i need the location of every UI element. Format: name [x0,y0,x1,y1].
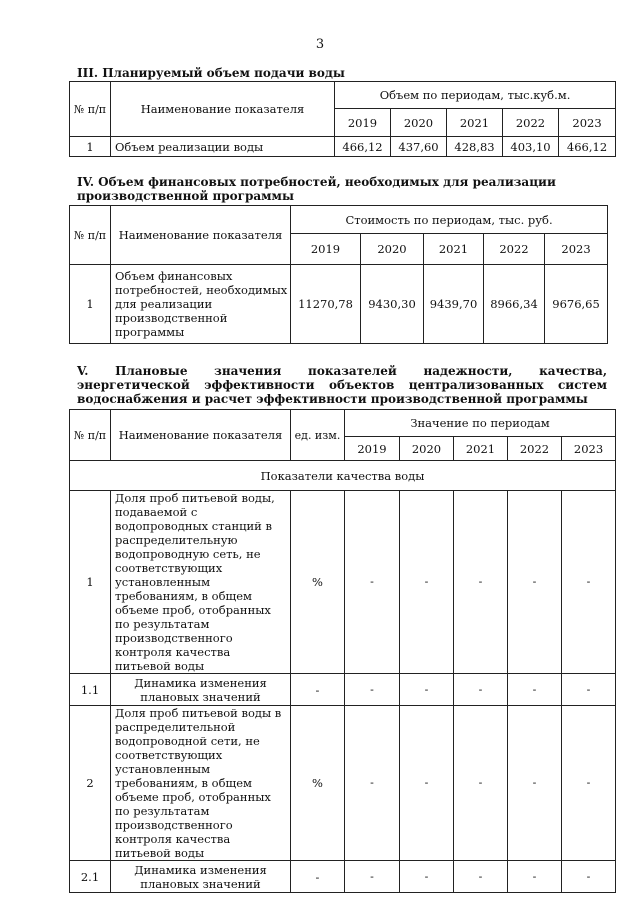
row-unit: % [291,706,345,861]
page-number: 3 [315,37,325,52]
row-value: - [345,674,400,706]
year-header: 2020 [391,109,447,137]
col-group-header: Значение по периодам [345,410,616,437]
row-unit: % [291,491,345,674]
section-3-heading: III. Планируемый объем подачи воды [77,66,345,80]
row-value: - [400,706,454,861]
table-row [70,861,616,893]
year-header: 2022 [508,437,562,461]
col-name-header: Наименование показателя [111,410,291,461]
row-name: Динамика изменения плановых значений [111,674,291,706]
row-value: - [508,706,562,861]
row-unit: - [291,861,345,893]
table-row [70,137,616,157]
col-group-header: Стоимость по периодам, тыс. руб. [291,206,608,234]
row-value: - [400,861,454,893]
col-unit-header: ед. изм. [291,410,345,461]
row-name: Объем реализации воды [111,137,335,157]
year-header: 2020 [400,437,454,461]
row-name: Объем финансовых потребностей, необходимых для реализации производственной программы [111,265,291,344]
row-name: Доля проб питьевой воды в распределительной водопроводной сети, не соответствующих установленным требованиям, в общем объеме проб, отобранных по результатам производственного контроля качества питьевой воды [111,706,291,861]
subsection-title: Показатели качества воды [70,461,616,491]
year-header: 2023 [545,234,608,265]
row-unit: - [291,674,345,706]
row-value: - [454,674,508,706]
row-value: 466,12 [335,137,391,157]
col-group-header: Объем по периодам, тыс.куб.м. [335,82,616,109]
year-header: 2019 [291,234,361,265]
row-value: 9676,65 [545,265,608,344]
row-value: - [562,861,616,893]
section-5-heading: V. Плановые значения показателей надежности, качества, энергетической эффективности объектов централизованных систем водоснабжения и расчет эффективности производственной программы [77,364,607,406]
row-number: 2 [70,706,111,861]
row-number: 1 [70,265,111,344]
row-value: - [400,674,454,706]
col-number-header: № п/п [70,410,111,461]
col-number-header: № п/п [70,82,111,137]
row-value: - [562,674,616,706]
row-value: 428,83 [447,137,503,157]
row-value: 9430,30 [361,265,424,344]
table-row [70,265,608,344]
table-row [70,674,616,706]
row-value: 8966,34 [484,265,545,344]
section-4-heading: IV. Объем финансовых потребностей, необходимых для реализации производственной программы [77,175,556,203]
row-value: 11270,78 [291,265,361,344]
year-header: 2022 [484,234,545,265]
year-header: 2020 [361,234,424,265]
year-header: 2023 [562,437,616,461]
row-value: - [345,491,400,674]
row-value: 437,60 [391,137,447,157]
year-header: 2021 [424,234,484,265]
row-value: - [400,491,454,674]
section-5-table [69,409,616,893]
section-3-table [69,81,616,157]
row-value: - [454,491,508,674]
row-number: 1 [70,491,111,674]
year-header: 2022 [503,109,559,137]
col-number-header: № п/п [70,206,111,265]
year-header: 2019 [345,437,400,461]
table-row [70,706,616,861]
row-value: 403,10 [503,137,559,157]
row-value: - [562,706,616,861]
row-value: 466,12 [559,137,616,157]
row-value: - [345,861,400,893]
row-value: - [508,491,562,674]
year-header: 2021 [454,437,508,461]
row-value: - [508,674,562,706]
year-header: 2023 [559,109,616,137]
table-row [70,491,616,674]
row-value: - [508,861,562,893]
row-value: - [562,491,616,674]
col-name-header: Наименование показателя [111,82,335,137]
year-header: 2019 [335,109,391,137]
row-value: - [454,706,508,861]
row-number: 1 [70,137,111,157]
row-number: 2.1 [70,861,111,893]
year-header: 2021 [447,109,503,137]
col-name-header: Наименование показателя [111,206,291,265]
row-name: Доля проб питьевой воды, подаваемой с водопроводных станций в распределительную водопроводную сеть, не соответствующих установленным требованиям, в общем объеме проб, отобранных по результатам производственного контроля качества питьевой воды [111,491,291,674]
row-number: 1.1 [70,674,111,706]
row-value: - [345,706,400,861]
row-value: - [454,861,508,893]
row-value: 9439,70 [424,265,484,344]
section-4-table [69,205,608,344]
row-name: Динамика изменения плановых значений [111,861,291,893]
